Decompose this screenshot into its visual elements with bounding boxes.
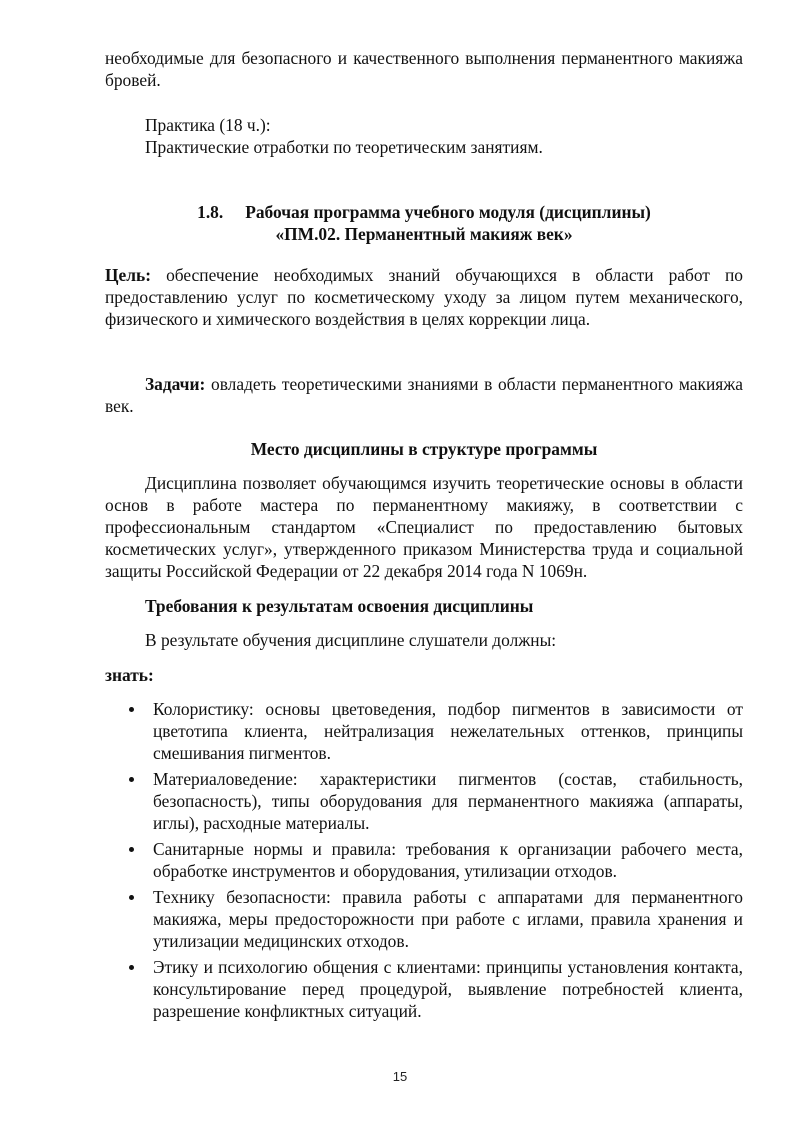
requirements-intro: В результате обучения дисциплине слушатели должны: xyxy=(145,630,557,650)
tasks-label: Задачи: xyxy=(145,374,206,394)
know-list xyxy=(105,698,743,1026)
goal-label: Цель: xyxy=(105,265,151,285)
bullet-icon xyxy=(129,965,134,970)
goal-text: обеспечение необходимых знаний обучающихся в области работ по предоставлению услуг по косметическому уходу за лицом путем механического, физического и химического воздействия в целях коррекции лица. xyxy=(105,265,743,329)
intro-paragraph: необходимые для безопасного и качественного выполнения перманентного макияжа бровей. xyxy=(105,48,743,90)
list-item-text: Санитарные нормы и правила: требования к организации рабочего места, обработке инструментов и оборудования, утилизации отходов. xyxy=(153,839,743,881)
practice-text: Практические отработки по теоретическим занятиям. xyxy=(145,137,543,157)
bullet-icon xyxy=(129,707,134,712)
place-heading: Место дисциплины в структуре программы xyxy=(250,439,598,459)
list-item-text: Технику безопасности: правила работы с аппаратами для перманентного макияжа, меры предосторожности при работе с иглами, правила хранения и утилизации медицинских отходов. xyxy=(153,887,743,951)
list-item xyxy=(105,698,743,764)
requirements-heading: Требования к результатам освоения дисциплины xyxy=(145,596,534,616)
tasks-text: овладеть теоретическими знаниями в области перманентного макияжа век. xyxy=(105,374,743,416)
list-item xyxy=(105,956,743,1022)
tasks-paragraph xyxy=(105,373,743,417)
list-item xyxy=(105,838,743,882)
section-title-text: Рабочая программа учебного модуля (дисциплины) xyxy=(245,202,651,222)
page-number: 15 xyxy=(392,1069,408,1084)
list-item-text: Колористику: основы цветоведения, подбор пигментов в зависимости от цветотипа клиента, нейтрализация нежелательных оттенков, принципы смешивания пигментов. xyxy=(153,699,743,763)
list-item xyxy=(105,886,743,952)
list-item xyxy=(105,768,743,834)
practice-heading: Практика (18 ч.): xyxy=(145,115,271,135)
section-number: 1.8. xyxy=(197,202,224,222)
goal-paragraph xyxy=(105,264,743,330)
section-title xyxy=(105,201,743,245)
know-label: знать: xyxy=(105,665,154,685)
bullet-icon xyxy=(129,895,134,900)
bullet-icon xyxy=(129,847,134,852)
section-title-line2: «ПМ.02. Перманентный макияж век» xyxy=(275,224,573,244)
list-item-text: Материаловедение: характеристики пигментов (состав, стабильность, безопасность), типы оборудования для перманентного макияжа (аппараты, иглы), расходные материалы. xyxy=(153,769,743,833)
bullet-icon xyxy=(129,777,134,782)
place-paragraph: Дисциплина позволяет обучающимся изучить теоретические основы в области основ в работе мастера по перманентному макияжу, в соответствии с профессиональным стандартом «Специалист по предоставлению бытовых косметических услуг», утвержденного приказом Министерства труда и социальной защиты Российской Федерации от 22 декабря 2014 года N 1069н. xyxy=(105,473,743,581)
list-item-text: Этику и психологию общения с клиентами: принципы установления контакта, консультирование перед процедурой, выявление потребностей клиента, разрешение конфликтных ситуаций. xyxy=(153,957,743,1021)
section-title-line1 xyxy=(105,201,743,223)
